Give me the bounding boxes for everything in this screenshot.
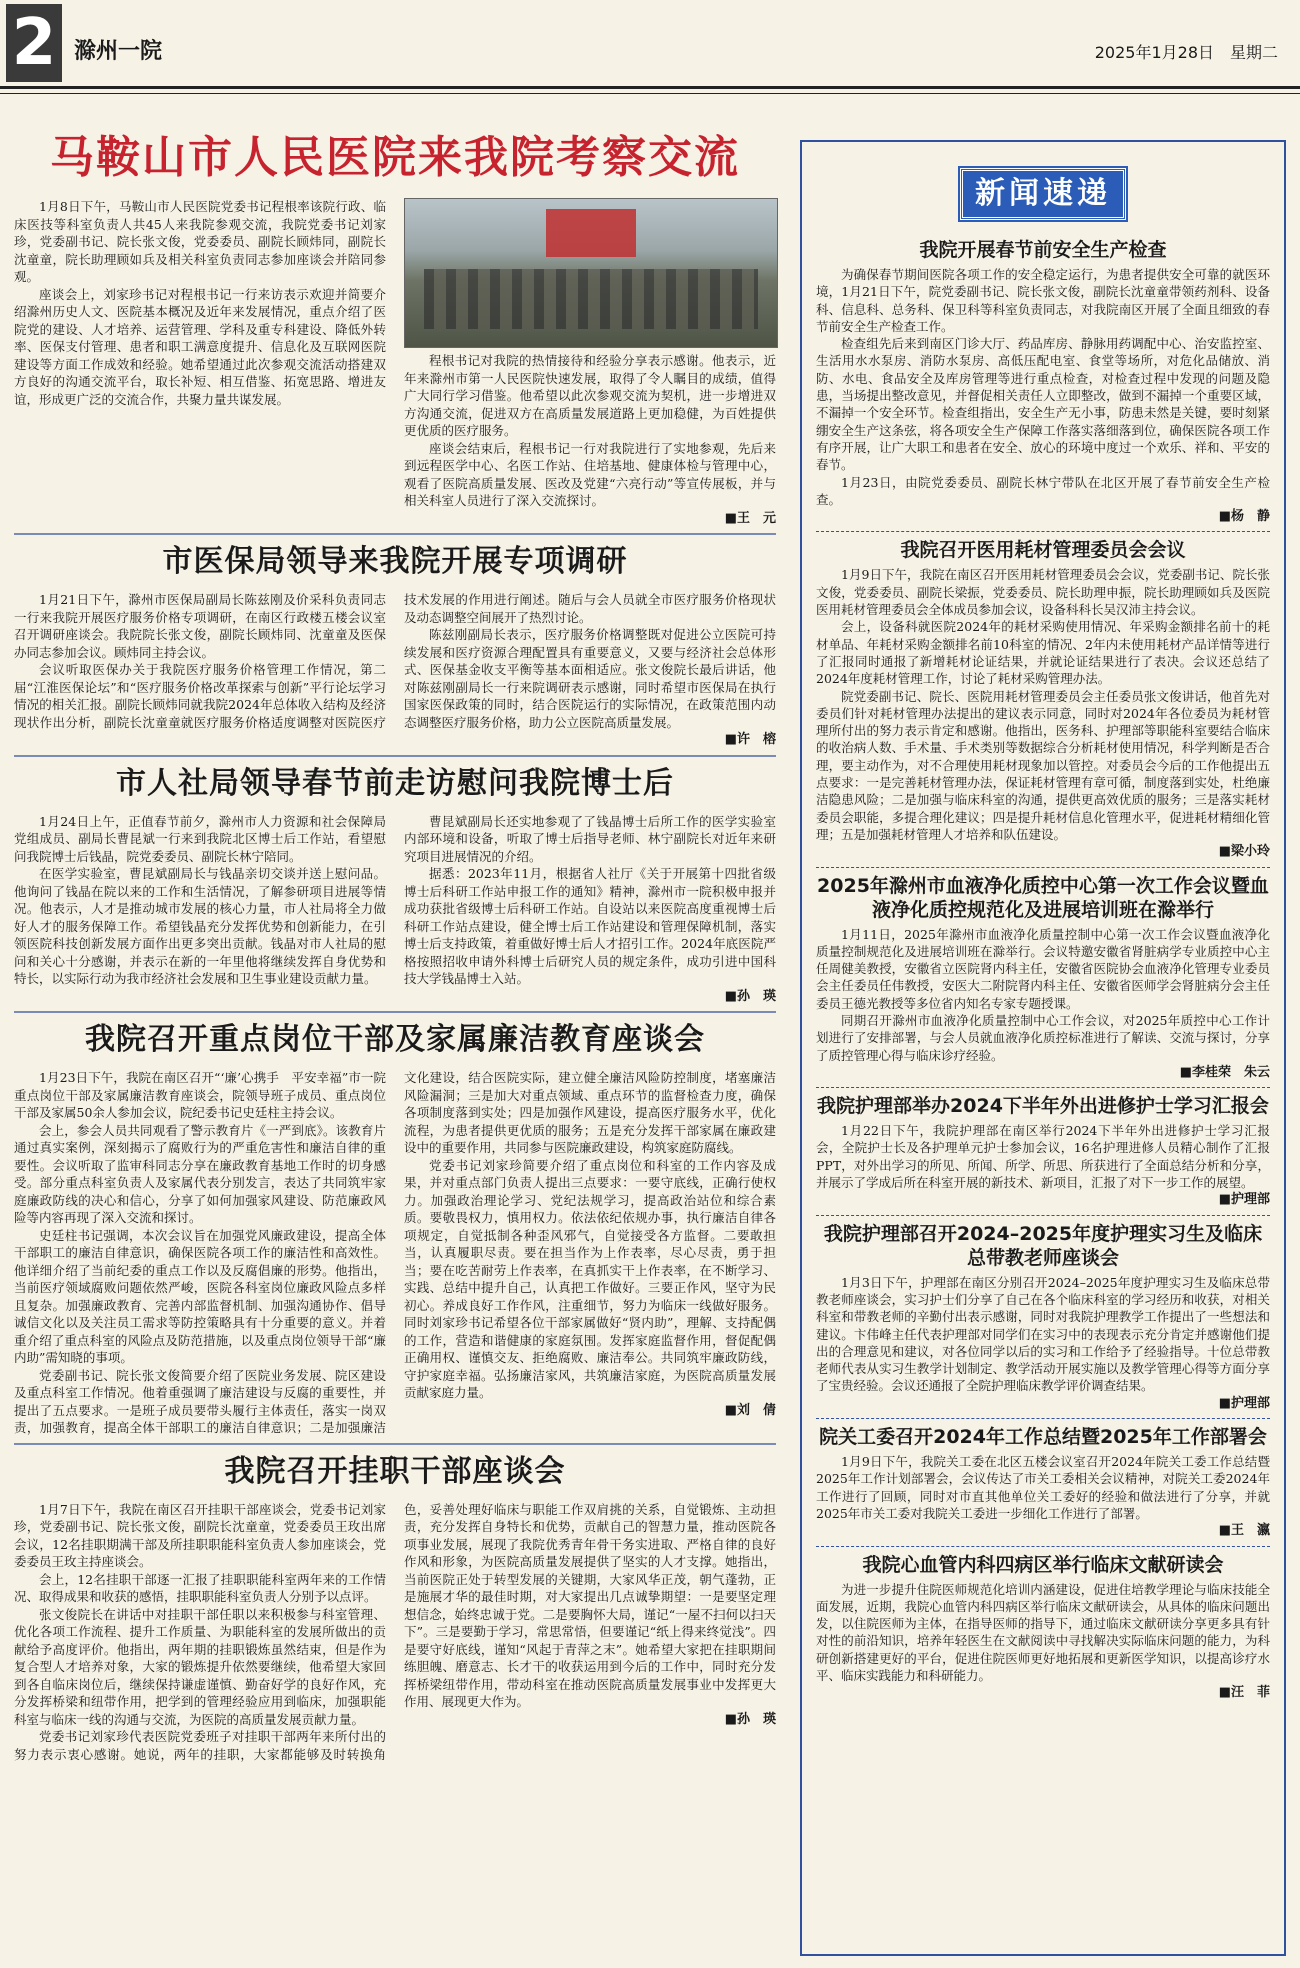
news-item-byline: ■护理部 xyxy=(1218,1192,1270,1208)
news-item-byline: ■李桂荣 朱云 xyxy=(1179,1064,1270,1080)
article-paragraph: 1月7日下午，我院在南区召开挂职干部座谈会，党委书记刘家珍，党委副书记、院长张文俊，副院长沈童童，党委委员王玫出席会议，12名挂职期满干部及所挂职职能科室负责人参加座谈会，党委委员王玫主持座谈会。 xyxy=(14,1501,386,1569)
article-body xyxy=(14,1501,776,1764)
photo-table xyxy=(424,269,759,329)
masthead-rule xyxy=(0,86,1300,89)
article-paragraph: 党委书记刘家珍简要介绍了重点岗位和科室的工作内容及成果，并对重点部门负责人提出三点要求：一要守底线，正确行使权力。加强政治理论学习、党纪法规学习，提高政治站位和综合素质。要敬畏权力，慎用权力。依法依纪依规办事，执行廉洁自律各项规定，自觉抵制各种歪风邪气，自觉接受各方监督。二要敢担当，认真履职尽责。要在担当作为上作表率，尽心尽责，勇于担当；要在吃苦耐劳上作表率，在真抓实干上作表率，在不断学习、实践、总结中提升自己，认真把工作做好。三要正作风，坚守为民初心。养成良好工作作风，注重细节，努力为临床一线做好服务。同时刘家珍书记希望各位干部家属做好“贤内助”，理解、支持配偶的工作，营造和谐健康的家庭氛围。发挥家庭监督作用，督促配偶正确用权、谨慎交友、拒绝腐败、廉洁奉公。共同筑牢廉政防线，守护家庭幸福。弘扬廉洁家风，共筑廉洁家庭，为医院高质量发展贡献家庭力量。 xyxy=(404,1157,776,1400)
article-byline: ■许 榕 xyxy=(724,732,776,747)
news-item-body xyxy=(816,1274,1270,1412)
article-paragraph: 1月24日上午，正值春节前夕，滁州市人力资源和社会保障局党组成员、副局长曹昆斌一行来到我院北区博士后工作站，看望慰问我院博士后钱晶，院党委委员、副院长林宁陪同。 xyxy=(14,813,386,864)
article-byline: ■孙 瑛 xyxy=(724,988,776,1004)
news-list xyxy=(816,232,1270,1708)
article-body xyxy=(14,1069,776,1437)
article-byline: ■孙 瑛 xyxy=(724,1711,776,1727)
article-paragraph: 据悉：2023年11月，根据省人社厅《关于开展第十四批省级博士后科研工作站申报工作的通知》精神，滁州市一院积极申报并成功获批省级博士后科研工作站。自设站以来医院高度重视博士后科研工作站点建设，健全博士后工作站建设和管理保障机制，落实博士后支持政策，着重做好博士后人才招引工作。2024年底医院严格按照招收申请外科博士后研究人员的规定条件，成功引进中国科技大学钱晶博士入站。 xyxy=(404,866,776,986)
article-paragraph: 会议听取医保办关于我院医疗服务价格管理工作情况，第二届“江淮医保论坛”和“医疗服务价格改革探索与创新”平行论坛学习情况的相关汇报。副院长顾炜同就我院2024年总体收入结构及经济现状作出分析，副院长沈童童就医疗服务价格适度调整对医院医疗技术发展的作用进行阐述。随后与会人员就全市医疗服务价格现状及动态调整空间展开了热烈讨论。 xyxy=(14,592,776,730)
paper-name: 滁州一院 xyxy=(74,39,163,64)
news-item-body xyxy=(816,566,1270,860)
article-title: 市人社局领导春节前走访慰问我院博士后 xyxy=(116,765,674,801)
news-item-paragraph: 同期召开滁州市血液净化质量控制中心工作会议，对2025年质控中心工作计划进行了安排部署，与会人员就血液净化质控标准进行了解读、交流与探讨，分享了质控管理心得与临床诊疗经验。 xyxy=(816,1012,1270,1063)
article-body xyxy=(14,198,776,527)
article-paragraph: 会上，参会人员共同观看了警示教育片《一严到底》。该教育片通过真实案例，深刻揭示了腐败行为的严重危害性和廉洁自律的重要性。会议听取了监审科同志分享在廉政教育基地工作时的切身感受。部分重点科室负责人及家属代表分别发言，表达了共同筑牢家庭廉政防线的决心和信心，分享了如何加强家风建设、防范廉政风险等内容再现了深入交流和探讨。 xyxy=(14,1122,386,1225)
article-title: 市医保局领导来我院开展专项调研 xyxy=(162,544,628,579)
article xyxy=(14,1451,776,1770)
news-item-title: 我院护理部召开2024–2025年度护理实习生及临床总带教老师座谈会 xyxy=(823,1222,1263,1269)
news-item-body xyxy=(816,926,1270,1082)
article-paragraph: 史廷柱书记强调，本次会议旨在加强党风廉政建设，提高全体干部职工的廉洁自律意识，确保医院各项工作的廉洁性和高效性。他详细介绍了当前纪委的重点工作以及反腐倡廉的形势。他指出，当前医疗领域腐败问题依然严峻，医院各科室岗位廉政风险点多样且复杂。加强廉政教育、完善内部监督机制、加强沟通协作、倡导诚信文化以及关注员工需求等防控策略具有十分重要的意义。并着重介绍了重点科室的风险点及防范措施，以及重点岗位领导干部“廉内助”需知晓的事项。 xyxy=(14,1227,386,1365)
news-item xyxy=(816,1419,1270,1546)
news-box xyxy=(800,140,1286,1956)
article-paragraph: 张文俊院长在讲话中对挂职干部任职以来积极参与科室管理、优化各项工作流程、提升工作质量、为职能科室的发展所做出的贡献给予高度评价。他指出，两年期的挂职锻炼虽然结束，但是作为复合型人才培养对象，大家的锻炼提升依然要继续，他希望大家回到各自临床岗位后，继续保持谦虚谨慎、勤奋好学的良好作风，充分发挥桥梁和纽带作用，把学到的管理经验应用到临床，加强职能科室与临床一线的沟通与交流，为医院的高质量发展贡献力量。 xyxy=(14,1606,386,1727)
article-paragraph: 1月8日下午，马鞍山市人民医院党委书记程根率该院行政、临床医技等科室负责人共45人来我院参观交流，我院党委书记刘家珍，党委副书记、院长张文俊，党委委员、副院长顾炜同，副院长沈童童，院长助理顾如兵及相关科室负责同志参加座谈会并陪同参观。 xyxy=(14,199,386,284)
article-paragraph: 在医学实验室，曹昆斌副局长与钱晶亲切交谈并送上慰问品。他询问了钱晶在院以来的工作和生活情况，了解参研项目进展等情况。他表示，人才是推动城市发展的核心力量，市人社局将全力做好人才的服务保障工作。希望钱晶充分发挥优势和创新能力，在引领医院科技创新发展方面作出更多突出贡献。钱晶对市人社局的慰问和关心十分感谢，并表示在新的一年里他将继续发挥自身优势和特长，以实际行动为我市经济社会发展和卫生事业建设贡献力量。 xyxy=(14,866,386,986)
news-item-paragraph: 为进一步提升住院医师规范化培训内涵建设，促进住培教学理论与临床技能全面发展，近期，我院心血管内科四病区举行临床文献研读会，从具体的临床问题出发，以住院医师为主体，在指导医师的指导下，通过临床文献研读分享更多具有针对性的前沿知识，培养年轻医生在文献阅读中寻找解决实际临床问题的能力，为科研创新搭建更好的平台，促进住院医师更好地拓展和更新医学知识，以提高诊疗水平、临床实践能力和科研能力。 xyxy=(816,1581,1270,1683)
news-item-byline: ■王 瀛 xyxy=(1218,1523,1270,1539)
news-item-title: 我院心血管内科四病区举行临床文献研读会 xyxy=(862,1553,1224,1576)
news-item xyxy=(816,1216,1270,1419)
news-item-byline: ■护理部 xyxy=(1218,1395,1270,1411)
article-paragraph: 陈兹刚副局长表示，医疗服务价格调整既对促进公立医院可持续发展和医疗资源合理配置具有重要意义，又要与经济社会总体形式、医保基金收支平衡等基本面相适应。张文俊院长最后讲话，他对陈兹刚副局长一行来院调研表示感谢，同时希望市医保局在执行国家医保政策的同时，结合医院运行的实际情况，在政策范围内动态调整医疗服务价格，助力公立医院高质量发展。 xyxy=(404,627,776,730)
news-item-paragraph: 1月11日，2025年滁州市血液净化质量控制中心第一次工作会议暨血液净化质量控制规范化及进展培训班在滁举行。会议特邀安徽省肾脏病学专业质控中心主任周健美教授，安徽省立医院肾内科主任，安徽省医院协会血液净化管理专业委员会主任委员任伟教授，安医大二附院肾内科主任、安徽省医师学会肾脏病分会主任委员王德光教授等多位省内知名专家专题授课。 xyxy=(816,926,1270,1011)
article-body xyxy=(14,813,776,1006)
article-title: 我院召开重点岗位干部及家属廉洁教育座谈会 xyxy=(85,1022,705,1057)
article-byline: ■王 元 xyxy=(724,510,776,526)
article-paragraph: 党委书记刘家珍代表医院党委班子对挂职干部两年来所付出的努力表示衷心感谢。她说，两年的挂职，大家都能够及时转换角色，妥善处理好临床与职能工作双肩挑的关系，自觉锻炼、主动担责，充分发挥自身特长和优势，贡献自己的智慧力量，推动医院各项事业发展，展现了我院优秀青年骨干务实进取、严格自律的良好作风和形象，为医院高质量发展提供了坚实的人才支撑。她指出，当前医院正处于转型发展的关键期，大家风华正茂，朝气蓬勃，正是施展才华的最佳时期，对大家提出几点诚挚期望：一是要坚定理想信念，始终忠诚于党。二是要胸怀大局，谨记“一屋不扫何以扫天下”。三是要勤于学习，常思常悟，但要谨记“纸上得来终觉浅”。四是要守好底线，谨知“风起于青萍之末”。她希望大家把在挂职期间练胆魄、磨意志、长才干的收获运用到今后的工作中，同时充分发挥桥梁纽带作用，带动科室在推动医院高质量发展事业中发挥更大作用、展现更大作为。 xyxy=(14,1501,776,1762)
news-badge: 新闻速递 xyxy=(960,168,1126,220)
news-item xyxy=(816,232,1270,532)
page-number: 2 xyxy=(6,4,62,82)
news-item-body xyxy=(816,1122,1270,1208)
article-body xyxy=(14,591,776,749)
news-item-title: 我院召开医用耗材管理委员会会议 xyxy=(900,539,1186,562)
news-item-paragraph: 为确保春节期间医院各项工作的安全稳定运行，为患者提供安全可靠的就医环境，1月21日下午，院党委副书记、院长张文俊，副院长沈童童带领药剂科、设备科、信息科、总务科、保卫科等科室负责同志，对我院南区开展了全面且细致的春节前安全生产检查工作。 xyxy=(816,267,1270,334)
article xyxy=(14,1019,776,1445)
article xyxy=(14,128,776,535)
article-paragraph: 座谈会上，刘家珍书记对程根书记一行来访表示欢迎并简要介绍滁州历史人文、医院基本概况及近年来发展情况，重点介绍了医院党的建设、人才培养、运营管理、学科及重专科建设、降低外转率、医保支付管理、患者和职工满意度提升、信息化及互联网医院建设等方面工作成效和经验。她希望通过此次参观交流活动搭建双方良好的沟通交流平台，取长补短、相互借鉴、拓宽思路、增进友谊，形成更广泛的交流合作，共聚力量共谋发展。 xyxy=(14,286,386,407)
news-item-paragraph: 1月23日，由院党委委员、副院长林宁带队在北区开展了春节前安全生产检查。 xyxy=(816,474,1270,507)
news-item-paragraph: 检查组先后来到南区门诊大厅、药品库房、静脉用药调配中心、治安监控室、生活用水水泵房、消防水泵房、高低压配电室、食堂等场所，对危化品储放、消防、水电、食品安全及库房管理等进行重点检查，对检查过程中发现的问题及隐患，当场提出整改意见，并督促相关责任人立即整改，做到不漏掉一个重要区域，不漏掉一个安全环节。检查组指出，安全生产无小事，防患未然是关键，要时刻紧绷安全生产这条弦，将各项安全生产保障工作落实落细落到位，确保医院各项工作有序开展，让广大职工和患者在安全、放心的环境中度过一个欢乐、祥和、平安的春节。 xyxy=(816,336,1270,473)
news-item-paragraph: 会上，设备科就医院2024年的耗材采购使用情况、年采购金额排名前十的耗材单品、年耗材采购金额排名前10科室的情况、2年内未使用耗材产品详情等进行了汇报同时通报了新增耗材论证结果，并就论证结果进行了表决。会议还总结了2024年度耗材管理工作，讨论了耗材采购管理办法。 xyxy=(816,619,1270,687)
news-item-paragraph: 院党委副书记、院长、医院用耗材管理委员会主任委员张文俊讲话，他首先对委员们针对耗材管理办法提出的建议表示同意，同时对2024年各位委员为耗材管理所付出的努力表示肯定和感谢。他指出，医务科、护理部等职能科室要结合临床的收治病人数、手术量、手术类别等数据综合分析耗材使用情况，科学判断是否合理，要主动作为，对不合理使用耗材现象加以管控。对委员会今后的工作他提出五点要求：一是完善耗材管理办法，保证耗材管理有章可循，制度落到实处，杜绝廉洁隐患风险；二是加强与临床科室的沟通，提供更高效优质的服务；三是落实耗材委员会职能，多提合理化建议；四是提升耗材信息化管理水平，促进耗材精细化管理；五是加强耗材管理人才培养和队伍建设。 xyxy=(816,688,1270,842)
article-title: 马鞍山市人民医院来我院考察交流 xyxy=(50,132,740,183)
news-item-title: 2025年滁州市血液净化质控中心第一次工作会议暨血液净化质控规范化及进展培训班在滁举行 xyxy=(817,874,1269,921)
masthead xyxy=(0,0,1300,88)
news-item-title: 我院护理部举办2024下半年外出进修护士学习汇报会 xyxy=(817,1095,1269,1118)
news-item-paragraph: 1月22日下午，我院护理部在南区举行2024下半年外出进修护士学习汇报会，全院护士长及各护理单元护士参加会议，16名护理进修人员精心制作了汇报PPT，对外出学习的所见、所闻、所学、所思、所获进行了全面总结分析和分享，并展示了学成后所在科室开展的新技术、新项目，汇报了对下一步工作的展望。 xyxy=(816,1123,1270,1191)
news-item xyxy=(816,868,1270,1089)
left-column xyxy=(14,100,776,1775)
masthead-rule-thin xyxy=(0,93,1300,94)
article-paragraph: 党委副书记、院长张文俊简要介绍了医院业务发展、院区建设及重点科室工作情况。他着重强调了廉洁建设与反腐的重要性，并提出了五点要求。一是班子成员要带头履行主体责任，落实一岗双责，加强教育，提高全体干部职工的廉洁自律意识；二是加强廉洁文化建设，结合医院实际，建立健全廉洁风险防控制度，堵塞廉洁风险漏洞；三是加大对重点领域、重点环节的监督检查力度，确保各项制度落到实处；四是加强作风建设，提高医疗服务水平，优化流程，为患者提供更优质的服务；五是充分发挥干部家属在廉政建设中的重要作用，共同参与医院廉政建设，构筑家庭防腐线。 xyxy=(14,1070,776,1435)
photo-banner xyxy=(546,209,635,257)
news-item xyxy=(816,1088,1270,1215)
article-paragraph: 会上，12名挂职干部逐一汇报了挂职职能科室两年来的工作情况、取得成果和收获的感悟，挂职职能科室负责人分别予以点评。 xyxy=(14,1571,386,1604)
news-item xyxy=(816,532,1270,867)
news-item-byline: ■梁小玲 xyxy=(1218,844,1270,860)
issue-date: 2025年1月28日 星期二 xyxy=(1094,43,1278,62)
news-item-title: 我院开展春节前安全生产检查 xyxy=(919,239,1167,261)
news-item-body xyxy=(816,1453,1270,1539)
news-item-body xyxy=(816,266,1270,525)
news-item-byline: ■汪 菲 xyxy=(1218,1685,1270,1701)
article-paragraph: 座谈会结束后，程根书记一行对我院进行了实地参观，先后来到远程医学中心、名医工作站、住培基地、健康体检与管理中心，观看了医院高质量发展、医改及党建“六亮行动”等宣传展板，并与相关科室人员进行了深入交流探讨。 xyxy=(404,440,776,508)
news-item xyxy=(816,1547,1270,1708)
article-paragraph: 程根书记对我院的热情接待和经验分享表示感谢。他表示，近年来滁州市第一人民医院快速发展，取得了令人瞩目的成绩，值得广大同行学习借鉴。他希望以此次参观交流为契机，进一步增进双方沟通交流，促进双方在高质量发展道路上更加稳健，为百姓提供更优质的医疗服务。 xyxy=(404,353,776,438)
article-paragraph: 1月21日下午，滁州市医保局副局长陈兹刚及价采科负责同志一行来我院开展医疗服务价格专项调研，在南区行政楼五楼会议室召开调研座谈会。我院院长张文俊，副院长顾炜同、沈童童及医保办同志参加会议。顾炜同主持会议。 xyxy=(14,592,386,660)
news-item-paragraph: 1月9日下午，我院关工委在北区五楼会议室召开2024年院关工委工作总结暨2025年工作计划部署会，会议传达了市关工委相关会议精神，对院关工委2024年工作进行了回顾，同时对市直其他单位关工委好的经验和做法进行了分享，并就2025年市关工委对我院关工委进一步细化工作进行了部署。 xyxy=(816,1454,1270,1521)
article xyxy=(14,763,776,1014)
article-paragraph: 1月23日下午，我院在南区召开“‘廉’心携手 平安幸福”市一院重点岗位干部及家属廉洁教育座谈会，院领导班子成员、重点岗位干部及家属50余人参加会议，院纪委书记史廷柱主持会议。 xyxy=(14,1070,386,1120)
article-byline: ■刘 倩 xyxy=(724,1402,776,1418)
article xyxy=(14,541,776,757)
meeting-photo xyxy=(404,198,778,348)
news-item-paragraph: 1月9日下午，我院在南区召开医用耗材管理委员会会议，党委副书记、院长张文俊，党委委员、副院长梁振，党委委员、院长助理申振，院长助理顾如兵及医院医用耗材管理委员会全体成员参加会议，设备科科长吴汉沛主持会议。 xyxy=(816,567,1270,618)
news-item-byline: ■杨 静 xyxy=(1218,509,1270,525)
news-item-body xyxy=(816,1581,1270,1702)
article-paragraph: 曹昆斌副局长还实地参观了了钱晶博士后所工作的医学实验室内部环境和设备，听取了博士后指导老师、林宁副院长对近年来研究项目进展情况的介绍。 xyxy=(404,813,776,864)
news-item-title: 院关工委召开2024年工作总结暨2025年工作部署会 xyxy=(819,1426,1267,1449)
article-title: 我院召开挂职干部座谈会 xyxy=(224,1453,566,1489)
news-item-paragraph: 1月3日下午，护理部在南区分别召开2024–2025年度护理实习生及临床总带教老师座谈会，实习护士们分享了自己在各个临床科室的学习经历和收获，对相关科室和带教老师的辛勤付出表示感谢，同时对我院护理教学工作提出了一些想法和建议。卞伟峰主任代表护理部对同学们在实习中的表现表示充分肯定并感谢他们提出的合理意见和建议，对各位同学以后的实习和工作给予了经验指导。十位总带教老师代表从实习生教学计划制定、教学活动开展实施以及教学管理心得等方面分享了宝贵经验。会议还通报了全院护理临床教学评价调查结果。 xyxy=(816,1274,1270,1394)
